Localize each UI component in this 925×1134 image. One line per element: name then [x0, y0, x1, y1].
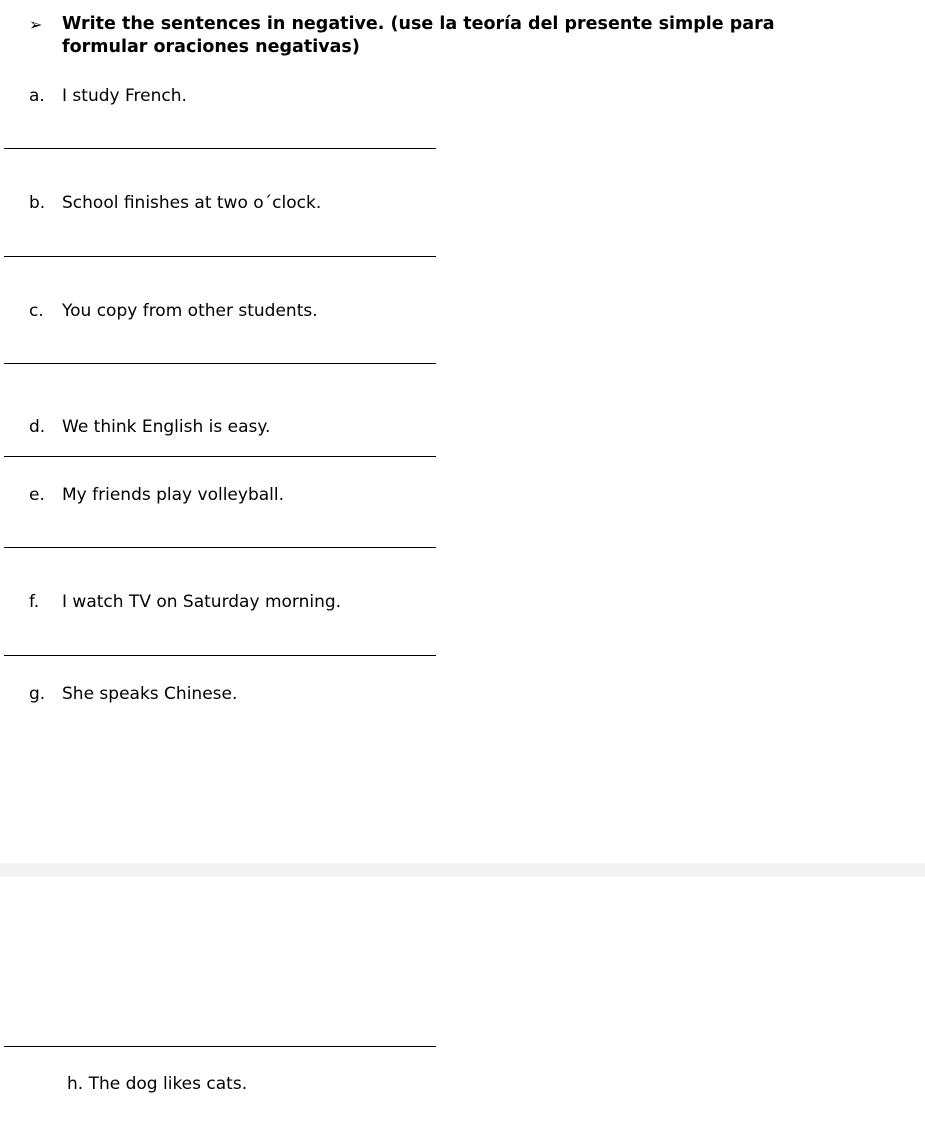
- answer-line-b: [4, 256, 436, 257]
- instruction: [29, 13, 789, 59]
- item-letter: h.: [67, 1074, 84, 1094]
- item-letter: g.: [29, 684, 46, 704]
- answer-line-f: [4, 655, 436, 656]
- item-sentence: We think English is easy.: [62, 417, 271, 437]
- arrow-bullet-icon: ➢: [29, 15, 43, 34]
- instruction-text: Write the sentences in negative. (use la teoría del presente simple para formular oraciones negativas): [62, 14, 775, 57]
- item-sentence: She speaks Chinese.: [62, 684, 238, 704]
- answer-line-g: [4, 1046, 436, 1047]
- answer-line-c: [4, 363, 436, 364]
- item-sentence: My friends play volleyball.: [62, 485, 284, 505]
- item-sentence: School finishes at two o´clock.: [62, 193, 322, 213]
- answer-line-a: [4, 148, 436, 149]
- item-letter: d.: [29, 417, 46, 437]
- item-sentence: You copy from other students.: [62, 301, 318, 321]
- item-letter: f.: [29, 592, 40, 612]
- item-letter: a.: [29, 86, 45, 106]
- item-sentence: I watch TV on Saturday morning.: [62, 592, 342, 612]
- item-letter: e.: [29, 485, 45, 505]
- exercise-item-h: [67, 1074, 247, 1094]
- item-letter: b.: [29, 193, 46, 213]
- answer-line-e: [4, 547, 436, 548]
- item-letter: c.: [29, 301, 44, 321]
- answer-line-d: [4, 456, 436, 457]
- page-break: [0, 863, 925, 877]
- item-sentence: I study French.: [62, 86, 187, 106]
- item-sentence: The dog likes cats.: [88, 1074, 248, 1094]
